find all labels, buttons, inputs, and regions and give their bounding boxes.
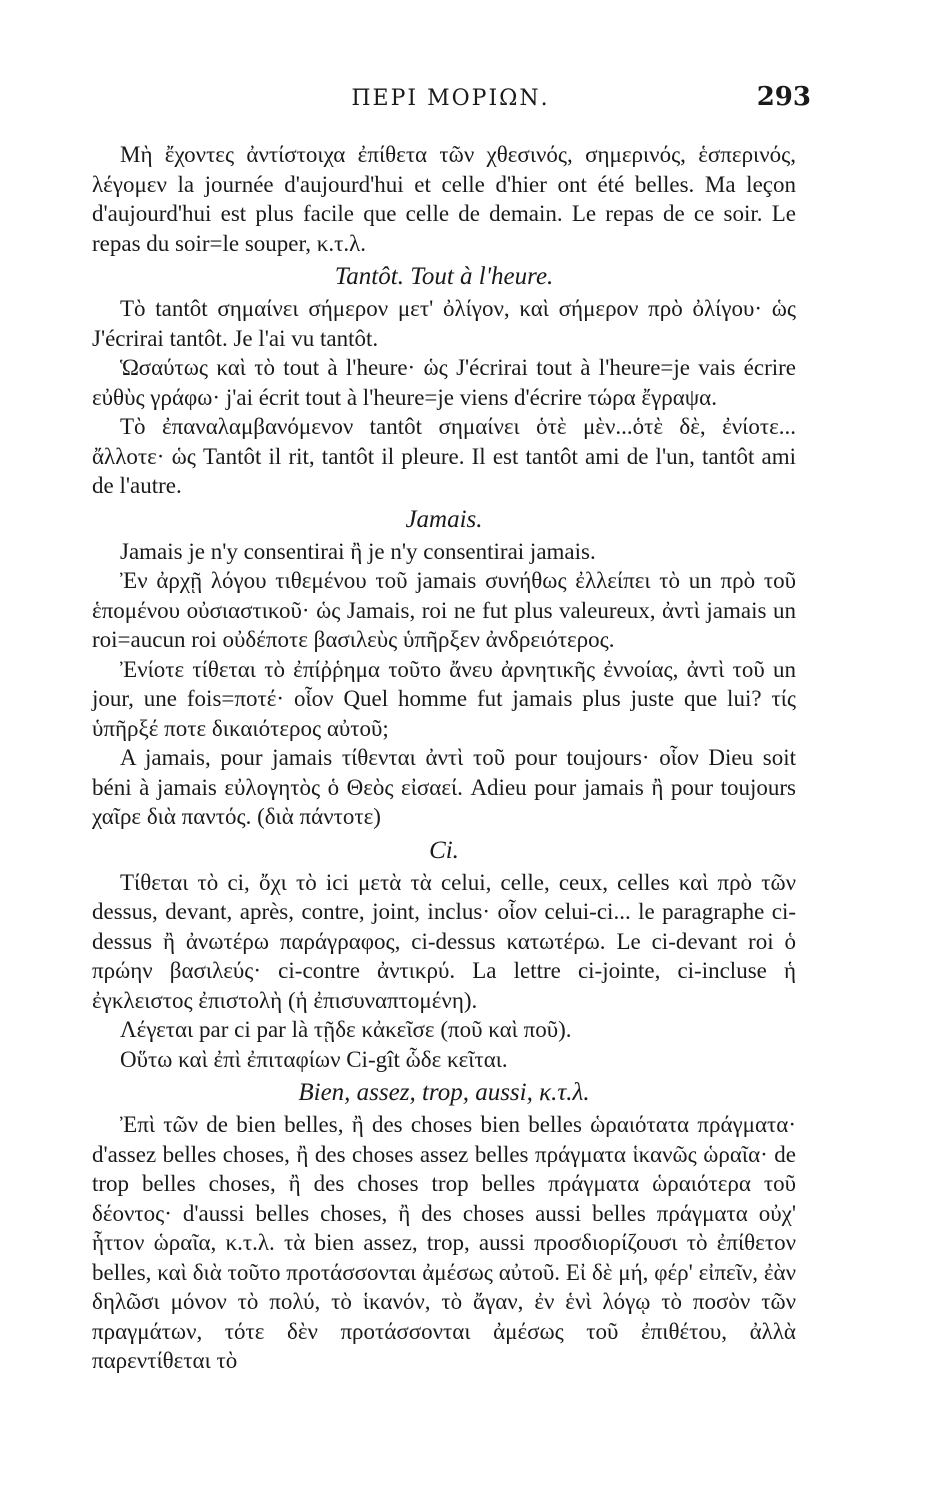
paragraph: Ἐνίοτε τίθεται τὸ ἐπίῤῥημα τοῦτο ἄνευ ἀρνητικῆς ἐννοίας, ἀντὶ τοῦ un jour, une fois=ποτέ· οἷον Quel homme fut jamais plus juste que lui? τίς ὑπῆρξέ ποτε δικαιότερος αὐτοῦ; (92, 656, 796, 741)
paragraph: Ἐπὶ τῶν de bien belles, ἢ des choses bien belles ὡραιότατα πράγματα· d'assez belles choses, ἢ des choses assez belles πράγματα ἱκανῶς ὡραῖα· de trop belles choses, ἢ des choses trop belles πράγματα ὡραιότερα τοῦ δέοντος· d'aussi belles choses, ἢ des choses aussi belles πράγματα οὐχ' ἧττον ὡραῖα, κ.τ.λ. τὰ bien assez, trop, aussi προσδιορίζουσι τὸ ἐπίθετον belles, καὶ διὰ τοῦτο προτάσσονται ἀμέσως αὐτοῦ. Εἰ δὲ μή, φέρ' εἰπεῖν, ἐὰν δηλῶσι μόνον τὸ πολύ, τὸ ἱκανόν, τὸ ἄγαν, ἐν ἑνὶ λόγῳ τὸ ποσὸν τῶν πραγμάτων, τότε δὲν προτάσσονται ἀμέσως τοῦ ἐπιθέτου, ἀλλὰ παρεντίθεται τὸ (92, 1112, 796, 1373)
paragraph: Jamais je n'y consentirai ἢ je n'y consentirai jamais. (120, 538, 596, 564)
section-heading-tantot: Tantôt. Tout à l'heure. (334, 263, 554, 290)
page-header (90, 82, 811, 122)
paragraph: Τὸ tantôt σημαίνει σήμερον μετ' ὀλίγον, καὶ σήμερον πρὸ ὀλίγου· ὡς J'écrirai tantôt. Je l'ai vu tantôt. (92, 296, 796, 351)
paragraph: Τίθεται τὸ ci, ὄχι τὸ ici μετὰ τὰ celui, celle, ceux, celles καὶ πρὸ τῶν dessus, devant, après, contre, joint, inclus· οἷον celui-ci... le paragraphe ci-dessus ἢ ἀνωτέρω παράγραφος, ci-dessus κατωτέρω. Le ci-devant roi ὁ πρώην βασιλεύς· ci-contre ἀντικρύ. La lettre ci-jointe, ci-incluse ἡ ἐγκλειστος ἐπιστολὴ (ἡ ἐπισυναπτομένη). (92, 869, 796, 1013)
page-number: 293 (756, 82, 811, 112)
section-heading-bien: Bien, assez, trop, aussi, κ.τ.λ. (298, 1079, 590, 1106)
running-title: ΠΕΡΙ ΜΟΡΙΩΝ. (351, 86, 550, 111)
paragraph: Τὸ ἐπαναλαμβανόμενον tantôt σημαίνει ὁτὲ μὲν...ὁτὲ δὲ, ἐνίοτε... ἄλλοτε· ὡς Tantôt il rit, tantôt il pleure. Il est tantôt ami de l'un, tantôt ami de l'autre. (92, 414, 796, 498)
paragraph: Μὴ ἔχοντες ἀντίστοιχα ἐπίθετα τῶν χθεσινός, σημερινός, ἑσπερινός, λέγομεν la journée d'aujourd'hui et celle d'hier ont été belles. Ma leçon d'aujourd'hui est plus facile que celle de demain. Le repas de ce soir. Le repas du soir=le souper, κ.τ.λ. (92, 142, 796, 256)
paragraph: Οὕτω καὶ ἐπὶ ἐπιταφίων Ci-gît ὧδε κεῖται. (120, 1046, 508, 1072)
paragraph: A jamais, pour jamais τίθενται ἀντὶ τοῦ pour toujours· οἷον Dieu soit béni à jamais εὐλογητὸς ὁ Θεὸς εἰσαεί. Adieu pour jamais ἢ pour toujours χαῖρε διὰ παντός. (διὰ πάντοτε) (92, 745, 796, 829)
body-text (92, 140, 796, 1376)
paragraph: Ὡσαύτως καὶ τὸ tout à l'heure· ὡς J'écrirai tout à l'heure=je vais écrire εὐθὺς γράφω· j'ai écrit tout à l'heure=je viens d'écrire τώρα ἔγραψα. (92, 355, 796, 410)
paragraph: Λέγεται par ci par là τῇδε κἀκεῖσε (ποῦ καὶ ποῦ). (120, 1017, 572, 1042)
paragraph: Ἐν ἀρχῇ λόγου τιθεμένου τοῦ jamais συνήθως ἐλλείπει τὸ un πρὸ τοῦ ἑπομένου οὐσιαστικοῦ· ὡς Jamais, roi ne fut plus valeureux, ἀντὶ jamais un roi=aucun roi οὐδέποτε βασιλεὺς ὑπῆρξεν ἀνδρειότερος. (92, 568, 796, 652)
section-heading-jamais: Jamais. (405, 505, 483, 533)
section-heading-ci: Ci. (429, 836, 459, 864)
